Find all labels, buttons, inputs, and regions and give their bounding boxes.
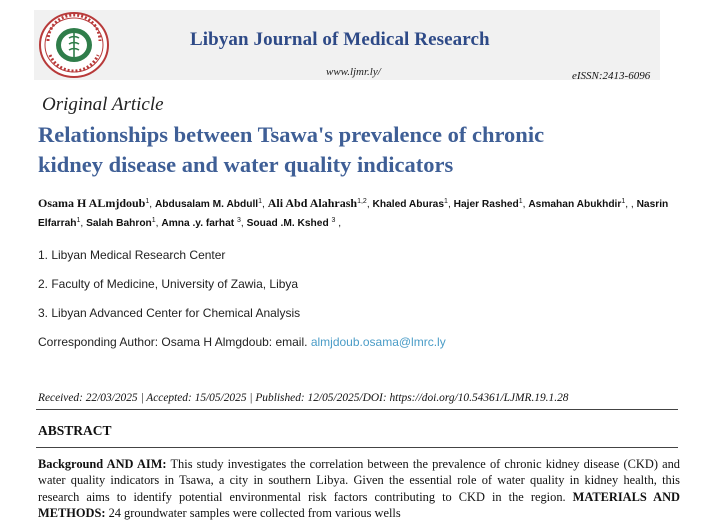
- article-title-line: Relationships between Tsawa's prevalence of chronic: [38, 122, 545, 147]
- author-affiliation-sup: 1: [258, 198, 263, 205]
- author-separator: ,: [335, 218, 342, 229]
- journal-url-link[interactable]: www.ljmr.ly/: [326, 66, 381, 78]
- corresponding-email-link[interactable]: almjdoub.osama@lmrc.ly: [310, 335, 446, 349]
- abstract-background-label: Background AND AIM:: [38, 457, 167, 471]
- article-title: [38, 120, 688, 180]
- affiliation-item: 1. Libyan Medical Research Center: [38, 248, 226, 262]
- author-affiliation-sup: 3: [331, 217, 336, 224]
- author-name: Osama H ALmjdoub: [38, 196, 146, 210]
- author-affiliation-sup: 1: [151, 217, 156, 224]
- author-affiliation-sup: 1: [145, 198, 150, 205]
- author-name: Ali Abd Alahrash: [267, 196, 358, 210]
- corresponding-author: [38, 335, 446, 349]
- author-name: Amna .y. farhat: [161, 218, 238, 229]
- author-separator: ,: [240, 218, 247, 229]
- author-separator: ,: [522, 199, 529, 210]
- abstract-heading: ABSTRACT: [38, 423, 112, 438]
- author-separator: ,: [149, 199, 155, 210]
- author-name: Khaled Aburas: [372, 199, 445, 210]
- author-affiliation-sup: 1: [621, 198, 626, 205]
- publication-dates-doi: Received: 22/03/2025 | Accepted: 15/05/2025 | Published: 12/05/2025/DOI: https://doi.org/10.54361/LJMR.19.1.28: [38, 392, 569, 404]
- author-name: Nasrin Elfarrah: [38, 199, 669, 229]
- abstract-body: [38, 456, 680, 522]
- author-separator: ,: [447, 199, 454, 210]
- corresponding-author-label: Corresponding Author: Osama H Almgdoub: email.: [38, 335, 311, 349]
- divider: [36, 447, 678, 448]
- abstract-methods-label: MATERIALS AND METHODS:: [38, 489, 680, 521]
- author-separator: ,: [262, 199, 268, 210]
- journal-seal-logo: [38, 11, 110, 79]
- divider: [36, 409, 678, 410]
- eissn-label: eISSN:2413-6096: [572, 70, 651, 82]
- affiliation-item: 3. Libyan Advanced Center for Chemical Analysis: [38, 306, 301, 320]
- author-separator: ,: [366, 199, 373, 210]
- author-affiliation-sup: 1: [444, 198, 448, 205]
- author-separator: ,: [155, 218, 162, 229]
- author-separator: ,: [80, 218, 87, 229]
- article-title-line: kidney disease and water quality indicators: [38, 152, 454, 177]
- journal-name: Libyan Journal of Medical Research: [190, 29, 490, 50]
- author-affiliation-sup: 3: [237, 217, 241, 224]
- author-name: Souad .M. Kshed: [246, 218, 332, 229]
- author-name: Salah Bahron: [86, 218, 152, 229]
- author-affiliation-sup: 1: [76, 217, 81, 224]
- author-name: Hajer Rashed: [453, 199, 519, 210]
- author-name: Asmahan Abukhdir: [528, 199, 622, 210]
- author-affiliation-sup: 1: [518, 198, 523, 205]
- author-separator: , ,: [625, 199, 637, 210]
- author-affiliation-sup: 1,2: [357, 198, 367, 205]
- abstract-background-text: This study investigates the correlation between the prevalence of chronic kidney disease (CKD) and water quality indicators in Tsawa, a city in southern Libya. Given the essential role of water quality in kidney health, this research aims to identify potential environmental risk factors contributing to CKD in the region.: [38, 457, 680, 504]
- author-name: Abdusalam M. Abdull: [154, 199, 259, 210]
- author-list: [38, 194, 674, 233]
- affiliation-item: 2. Faculty of Medicine, University of Zawia, Libya: [38, 277, 299, 291]
- article-type: Original Article: [42, 94, 164, 115]
- abstract-methods-text: 24 groundwater samples were collected from various wells: [105, 506, 401, 521]
